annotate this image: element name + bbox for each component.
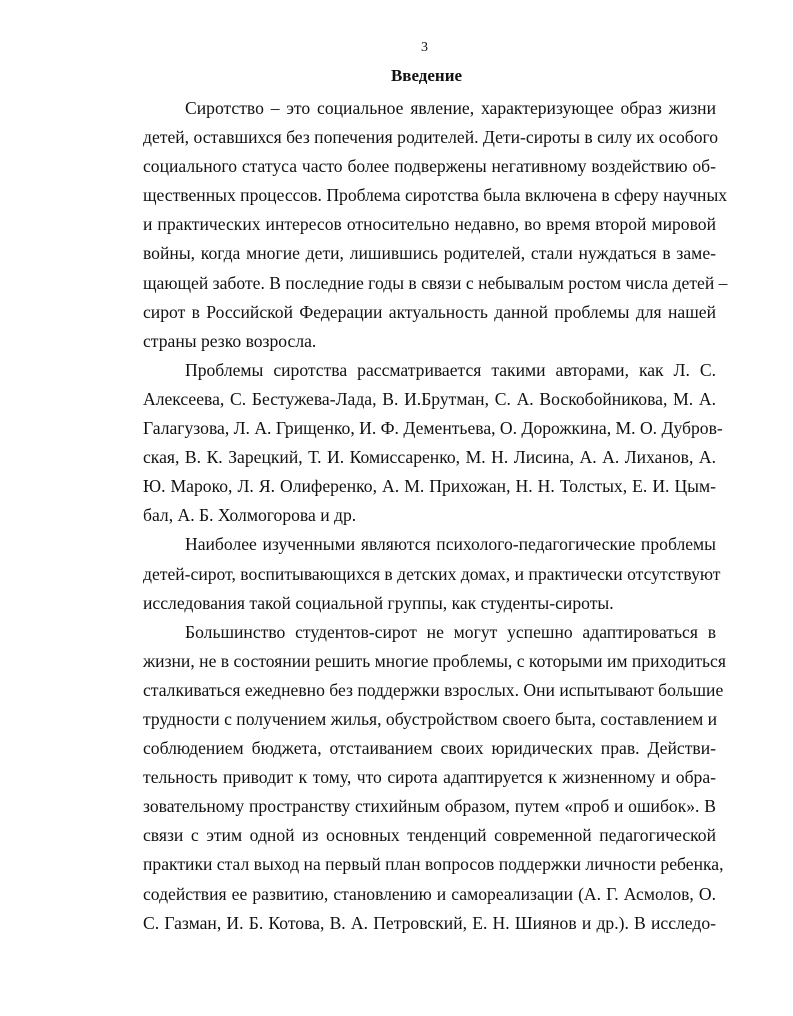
text-line: Ю. Мароко, Л. Я. Олиференко, А. М. Прихожан, Н. Н. Толстых, Е. И. Цым-: [143, 476, 716, 497]
text-line: сталкиваться ежедневно без поддержки взрослых. Они испытывают большие: [143, 679, 724, 700]
text-line: сирот в Российской Федерации актуальность данной проблемы для нашей: [143, 301, 716, 322]
text-line: жизни, не в состоянии решить многие проблемы, с которыми им приходиться: [143, 650, 726, 671]
text-line: бал, А. Б. Холмогорова и др.: [143, 505, 357, 526]
paragraph-2: [143, 356, 723, 531]
text-line: ская, В. К. Зарецкий, Т. И. Комиссаренко, М. Н. Лисина, А. А. Лиханов, А.: [143, 447, 716, 468]
paragraph-3: [143, 530, 721, 617]
text-line: детей-сирот, воспитывающихся в детских домах, и практически отсутствуют: [143, 563, 721, 584]
text-line: практики стал выход на первый план вопросов поддержки личности ребенка,: [143, 854, 724, 875]
text-line: Сиротство – это социальное явление, характеризующее образ жизни: [185, 98, 716, 118]
text-line: и практических интересов относительно недавно, во время второй мировой: [143, 214, 716, 235]
text-line: зовательному пространству стихийным образом, путем «проб и ошибок». В: [143, 796, 716, 817]
text-line: социального статуса часто более подвержены негативному воздействию об-: [143, 156, 716, 177]
text-line: соблюдением бюджета, отстаиванием своих юридических прав. Действи-: [143, 738, 716, 759]
text-line: содействия ее развитию, становлению и самореализации (А. Г. Асмолов, О.: [143, 883, 716, 904]
text-line: исследования такой социальной группы, как студенты-сироты.: [143, 592, 614, 613]
text-line: Наиболее изученными являются психолого-педагогические проблемы: [185, 534, 716, 555]
page-number: 3: [421, 40, 428, 55]
text-line: Галагузова, Л. А. Грищенко, И. Ф. Дементьева, О. Дорожкина, М. О. Дубров-: [143, 418, 723, 439]
text-line: Большинство студентов-сирот не могут успешно адаптироваться в: [185, 621, 716, 642]
text-line: связи с этим одной из основных тенденций современной педагогической: [143, 825, 716, 846]
text-line: Проблемы сиротства рассматривается такими авторами, как Л. С.: [185, 359, 716, 380]
text-line: детей, оставшихся без попечения родителей. Дети-сироты в силу их особого: [143, 127, 719, 148]
text-line: тельность приводит к тому, что сирота адаптируется к жизненному и обра-: [143, 767, 716, 788]
text-line: войны, когда многие дети, лишившись родителей, стали нуждаться в заме-: [143, 243, 716, 264]
section-heading: Введение: [390, 66, 463, 85]
paragraph-4: [143, 618, 726, 938]
text-line: С. Газман, И. Б. Котова, В. А. Петровский, Е. Н. Шиянов и др.). В исследо-: [143, 912, 716, 933]
document-body: [143, 94, 728, 938]
text-line: страны резко возросла.: [143, 330, 317, 351]
text-line: щающей заботе. В последние годы в связи с небывалым ростом числа детей –: [143, 272, 728, 293]
paragraph-1: [143, 94, 728, 356]
text-line: Алексеева, С. Бестужева-Лада, В. И.Брутман, С. А. Воскобойникова, М. А.: [143, 388, 716, 409]
text-line: трудности с получением жилья, обустройством своего быта, составлением и: [143, 708, 718, 729]
text-line: щественных процессов. Проблема сиротства была включена в сферу научных: [143, 185, 728, 206]
